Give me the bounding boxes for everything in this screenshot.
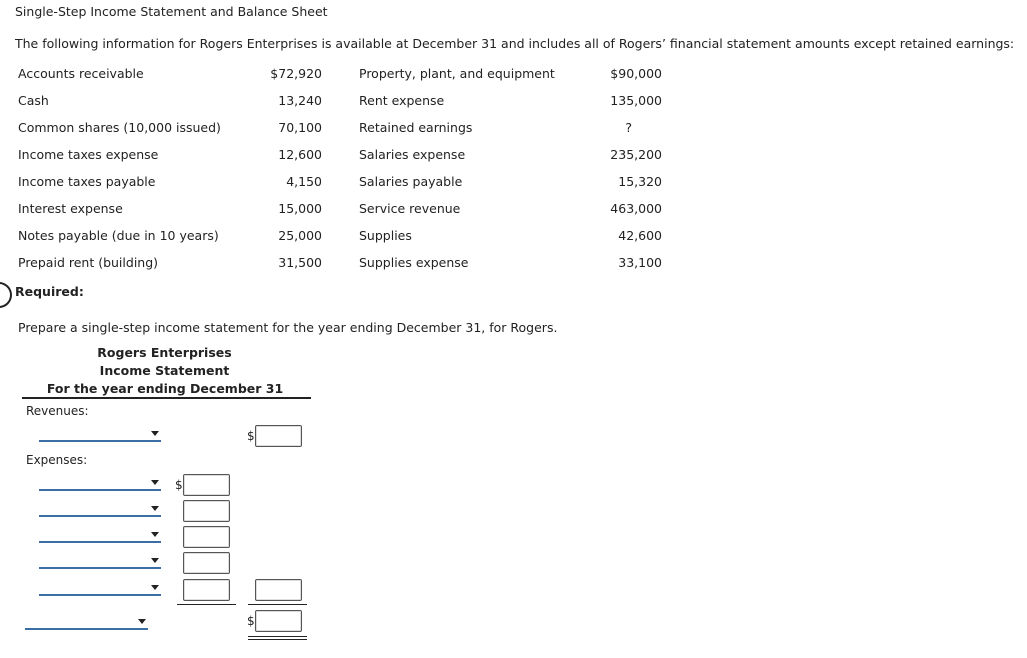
currency-symbol: $ — [247, 614, 255, 628]
account-label: Accounts receivable — [18, 66, 144, 81]
account-value: 463,000 — [610, 201, 662, 216]
account-label: Rent expense — [359, 93, 445, 108]
account-value: 13,240 — [278, 93, 322, 108]
account-label: Prepaid rent (building) — [18, 255, 159, 270]
question-marker-icon — [0, 282, 12, 308]
net-income-label-dropdown[interactable] — [25, 616, 148, 630]
subtotal-rule — [177, 604, 236, 605]
account-label: Service revenue — [359, 201, 461, 216]
expense-amount-input[interactable] — [183, 552, 230, 574]
double-rule — [248, 639, 307, 640]
account-label: Supplies expense — [359, 255, 469, 270]
revenue-account-dropdown[interactable] — [39, 428, 161, 442]
account-value: 15,000 — [278, 201, 322, 216]
account-label: Retained earnings — [359, 120, 473, 135]
account-label: Salaries payable — [359, 174, 463, 189]
account-value: 33,100 — [618, 255, 662, 270]
instruction-text: Prepare a single-step income statement for the year ending December 31, for Rogers. — [18, 320, 558, 335]
header-divider — [22, 397, 311, 399]
chevron-down-icon — [138, 619, 146, 624]
expense-amount-input[interactable] — [183, 474, 230, 496]
statement-company: Rogers Enterprises — [97, 345, 232, 360]
account-value: 31,500 — [278, 255, 322, 270]
currency-symbol: $ — [175, 478, 183, 492]
account-label: Supplies — [359, 228, 412, 243]
double-rule — [248, 636, 307, 637]
net-income-amount-input[interactable] — [255, 610, 302, 632]
account-value: 235,200 — [610, 147, 662, 162]
expense-amount-input[interactable] — [183, 579, 230, 601]
account-value: 42,600 — [618, 228, 662, 243]
required-heading: Required: — [15, 284, 84, 299]
expense-account-dropdown[interactable] — [39, 582, 161, 596]
chevron-down-icon — [151, 558, 159, 563]
chevron-down-icon — [151, 585, 159, 590]
expense-amount-input[interactable] — [183, 500, 230, 522]
account-value: 135,000 — [610, 93, 662, 108]
account-value: 12,600 — [278, 147, 322, 162]
account-label: Common shares (10,000 issued) — [18, 120, 221, 135]
expense-account-dropdown[interactable] — [39, 529, 161, 543]
expense-account-dropdown[interactable] — [39, 477, 161, 491]
account-value: 25,000 — [278, 228, 322, 243]
currency-symbol: $ — [247, 429, 255, 443]
chevron-down-icon — [151, 480, 159, 485]
chevron-down-icon — [151, 532, 159, 537]
account-value: 70,100 — [278, 120, 322, 135]
chevron-down-icon — [151, 506, 159, 511]
chevron-down-icon — [151, 431, 159, 436]
account-value: $72,920 — [270, 66, 322, 81]
expense-account-dropdown[interactable] — [39, 555, 161, 569]
intro-text: The following information for Rogers Enterprises is available at December 31 and includes all of Rogers’ financial statement amounts except retained earnings: — [15, 36, 1015, 51]
account-label: Property, plant, and equipment — [359, 66, 555, 81]
subtotal-rule — [248, 604, 307, 605]
expenses-label: Expenses: — [26, 453, 88, 467]
account-label: Interest expense — [18, 201, 123, 216]
total-expenses-input[interactable] — [255, 579, 302, 601]
revenue-amount-input[interactable] — [255, 425, 302, 447]
account-label: Cash — [18, 93, 49, 108]
account-value: 15,320 — [618, 174, 662, 189]
account-value: 4,150 — [286, 174, 322, 189]
account-value: ? — [625, 120, 632, 135]
account-label: Income taxes payable — [18, 174, 156, 189]
account-value: $90,000 — [610, 66, 662, 81]
revenues-label: Revenues: — [26, 404, 89, 418]
expense-account-dropdown[interactable] — [39, 503, 161, 517]
account-label: Notes payable (due in 10 years) — [18, 228, 219, 243]
statement-name: Income Statement — [99, 363, 230, 378]
account-label: Income taxes expense — [18, 147, 159, 162]
page-title: Single-Step Income Statement and Balance Sheet — [15, 4, 328, 19]
account-label: Salaries expense — [359, 147, 466, 162]
expense-amount-input[interactable] — [183, 526, 230, 548]
statement-period: For the year ending December 31 — [46, 381, 284, 396]
